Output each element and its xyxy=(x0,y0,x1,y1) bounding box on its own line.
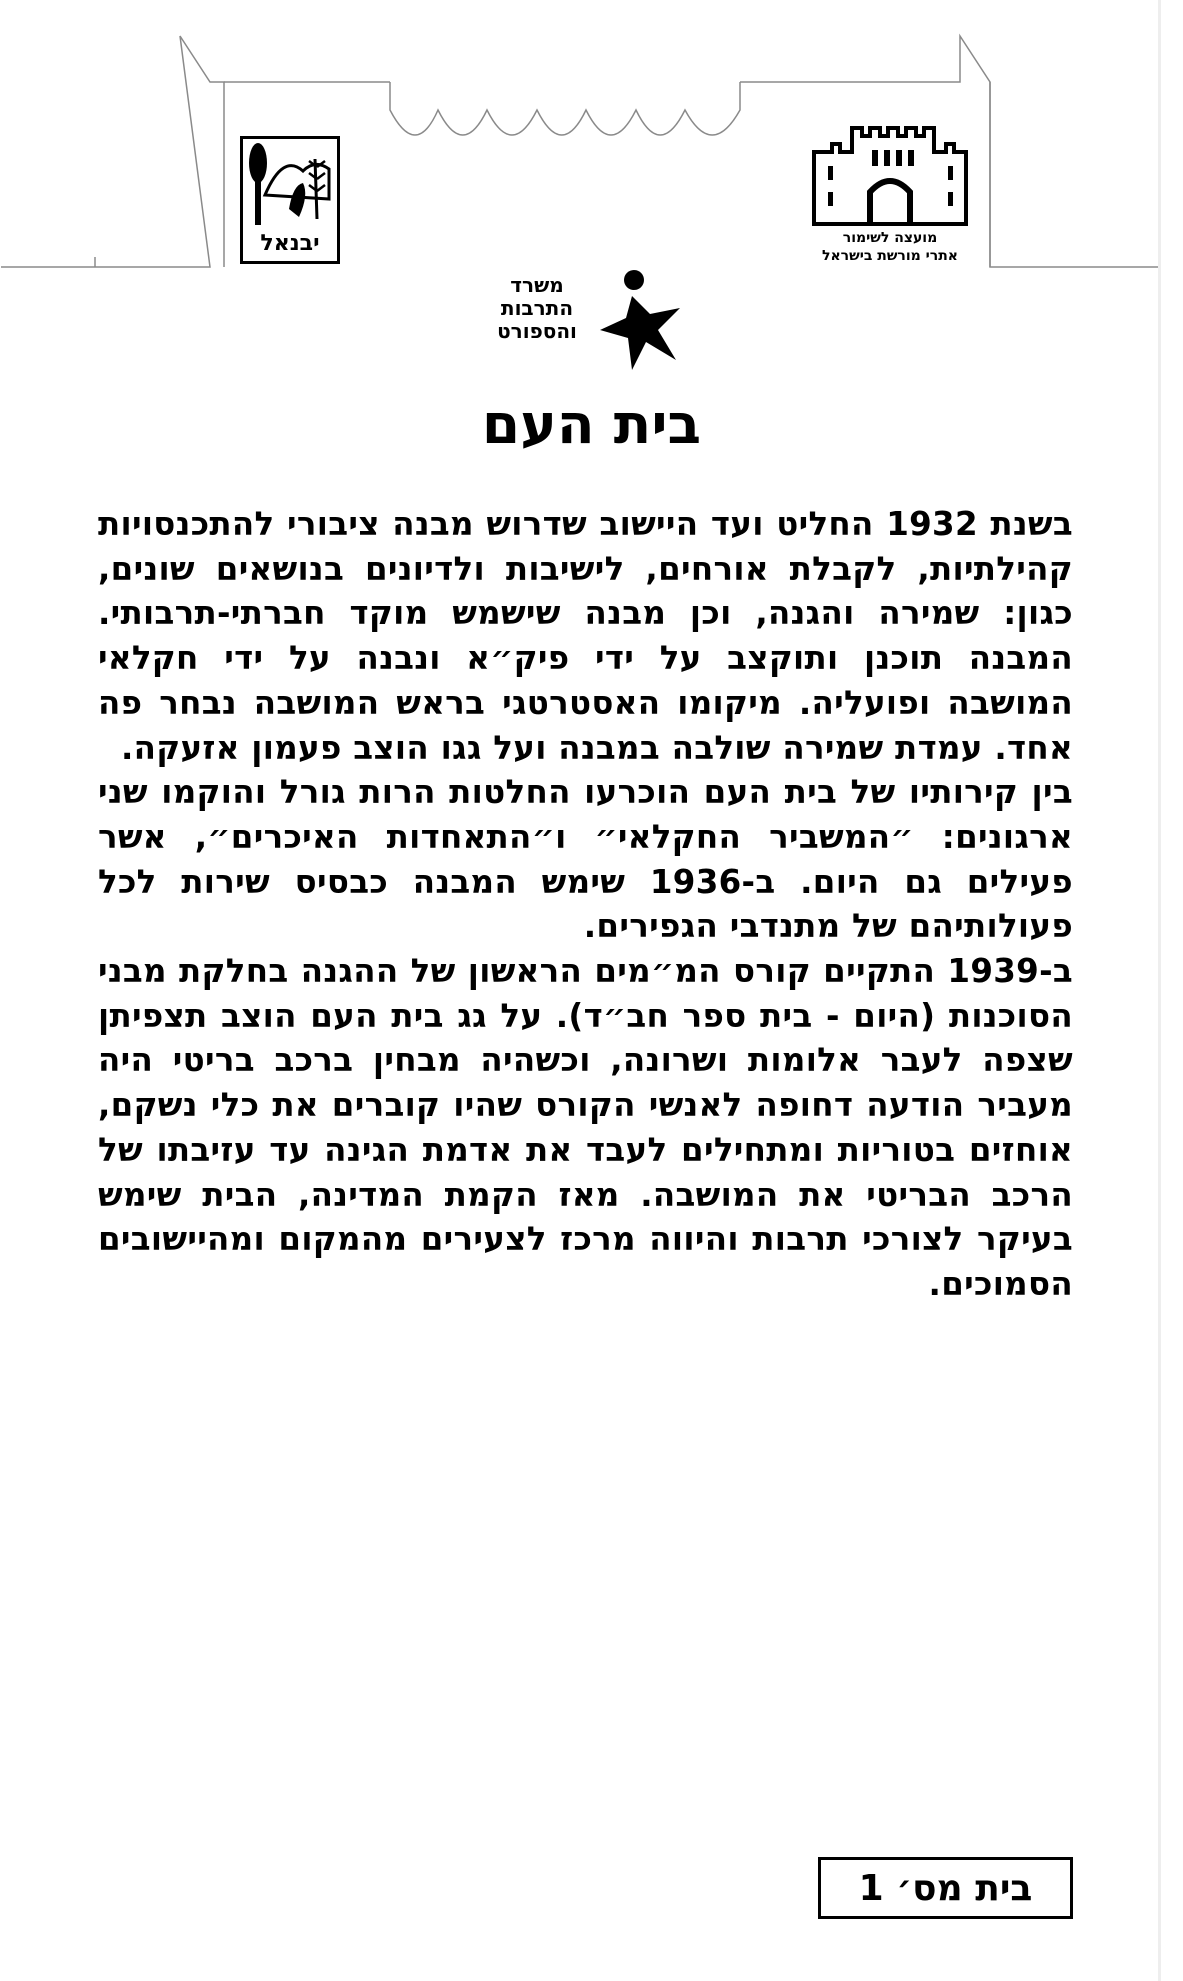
house-number-badge: בית מס׳ 1 xyxy=(818,1857,1073,1919)
paragraph: בשנת 1932 החליט ועד היישוב שדרוש מבנה ציבורי להתכנסויות קהילתיות, לקבלת אורחים, לישיבות ולדיונים בנושאים שונים, כגון: שמירה והגנה, וכן מבנה שישמש מוקד חברתי-תרבותי. המבנה תוכנן ותוקצב על ידי פיק״א ונבנה על ידי חקלאי המושבה ופועליה. מיקומו האסטרטגי בראש המושבה נבחר פה אחד. עמדת שמירה שולבה במבנה ועל גגו הוצב פעמון אזעקה. xyxy=(98,505,1073,767)
sign-outline xyxy=(0,0,1183,290)
ministry-name-line: משרד xyxy=(510,273,564,297)
paragraph: בין קירותיו של בית העם הוכרעו החלטות הרות גורל והוקמו שני ארגונים: ״המשביר החקלאי״ ו״התאחדות האיכרים״, אשר פעילים גם היום. ב-1936 שימש המבנה כבסיס שירות לכל פעולותיהם של מתנדבי הגפירים. xyxy=(98,773,1073,946)
castle-gate-icon xyxy=(800,120,980,228)
ministry-name xyxy=(484,274,590,343)
page-title: בית העם xyxy=(481,392,702,456)
paragraph: ב-1939 התקיים קורס המ״מים הראשון של ההגנה בחלקת מבני הסוכנות (היום - בית ספר חב״ד). על גג בית העם הוצב תצפיתן שצפה לעבר אלומות ושרונה, וכשהיה מבחין ברכב בריטי היה מעביר הודעה דחופה לאנשי הקורס שהיו קוברים את כלי נשקם, אוחזים בטוריות ומתחילים לעבד את אדמת הגינה עד עזיבתו של הרכב הבריטי את המושבה. מאז הקמת המדינה, הבית שימש בעיקר לצורכי תרבות והיווה מרכז לצעירים מהמקום ומהיישובים הסמוכים. xyxy=(98,952,1073,1303)
heritage-council-logo xyxy=(800,120,980,270)
yavneel-emblem-text: יבנאל xyxy=(260,231,320,256)
heritage-council-name-line1: מועצה לשימור xyxy=(842,230,938,246)
star-figure-icon xyxy=(592,268,692,378)
emblem-landscape-icon xyxy=(243,139,337,229)
page-edge-line xyxy=(1158,0,1161,1981)
ministry-logo xyxy=(484,268,694,378)
ministry-name-line: התרבות xyxy=(500,296,574,320)
heritage-council-name-line2: אתרי מורשת בישראל xyxy=(822,248,958,264)
yavneel-emblem xyxy=(240,136,340,264)
ministry-name-line: והספורט xyxy=(497,319,577,343)
body-text xyxy=(98,502,1073,1307)
